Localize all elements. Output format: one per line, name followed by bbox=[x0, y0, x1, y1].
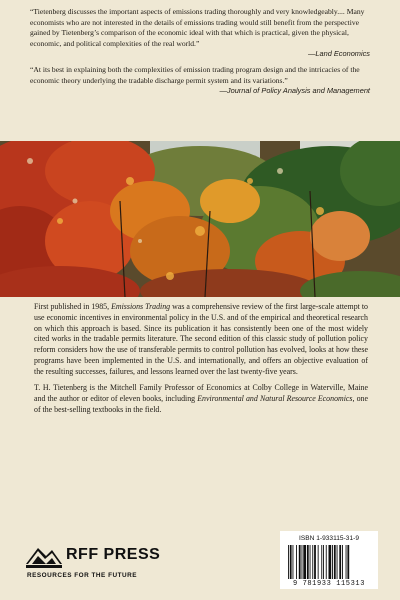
quote-source: —Land Economics bbox=[307, 49, 370, 59]
text-segment: First published in 1985, bbox=[34, 302, 112, 311]
author-bio-paragraph bbox=[34, 383, 368, 415]
rff-press-logo bbox=[26, 540, 186, 590]
isbn-label: ISBN 1-933115-31-9 bbox=[299, 535, 359, 542]
text-segment: T. H. Tietenberg is the Mitchell Family Professor of Economics at Colby College in Waterville, Maine and the author or editor of eleven books, including bbox=[34, 383, 368, 403]
quote-land-economics bbox=[30, 7, 370, 60]
book-description bbox=[0, 302, 400, 422]
text-segment: , one of the best-selling textbooks in the field. bbox=[34, 394, 368, 414]
mountain-logo-icon bbox=[26, 542, 62, 570]
review-quotes bbox=[0, 0, 400, 141]
quote-text: “Tietenberg discusses the important aspects of emissions trading thoroughly and very knowledgeably.... Many economists who are not interested in the details of emissions trading would still benefit from the perspective gained by Tietenberg’s comparison of the economic ideal with that which is practical, given the physical, economic, and political complexities of the real world.” bbox=[30, 7, 365, 48]
publisher-tagline: RESOURCES FOR THE FUTURE bbox=[27, 572, 137, 579]
related-book-title: Environmental and Natural Resource Economics bbox=[197, 394, 353, 403]
text-segment: was a comprehensive review of the first large-scale attempt to use economic incentives in environmental policy in the U.S. and of the empirical and theoretical research on which this approach is based. Since its publication it has consistently been one of the most widely cited works in the tradable permits literature. The second edition of this classic study of pollution policy reform considers how the use of transferable permits to control pollution has evolved, looks at how these programs have been implemented in the U.S. and internationally, and offers an objective evaluation of the resulting successes, failures, and lessons learned over the last twenty-five years. bbox=[34, 302, 368, 376]
description-paragraph bbox=[34, 302, 368, 377]
barcode-number: 9 781933 115313 bbox=[292, 580, 365, 588]
autumn-forest-photo bbox=[0, 141, 400, 297]
book-title: Emissions Trading bbox=[111, 302, 171, 311]
barcode-bars bbox=[288, 545, 370, 579]
publisher-name: RFF PRESS bbox=[66, 546, 161, 563]
quote-journal-policy bbox=[30, 65, 370, 97]
quote-source: —Journal of Policy Analysis and Management bbox=[219, 86, 370, 96]
isbn-barcode bbox=[280, 531, 378, 589]
quote-text: “At its best in explaining both the complexities of emission trading program design and the intricacies of the economic theory underlying the tradable discharge permit system and its variations.” bbox=[30, 64, 360, 85]
forest-image bbox=[0, 141, 400, 297]
